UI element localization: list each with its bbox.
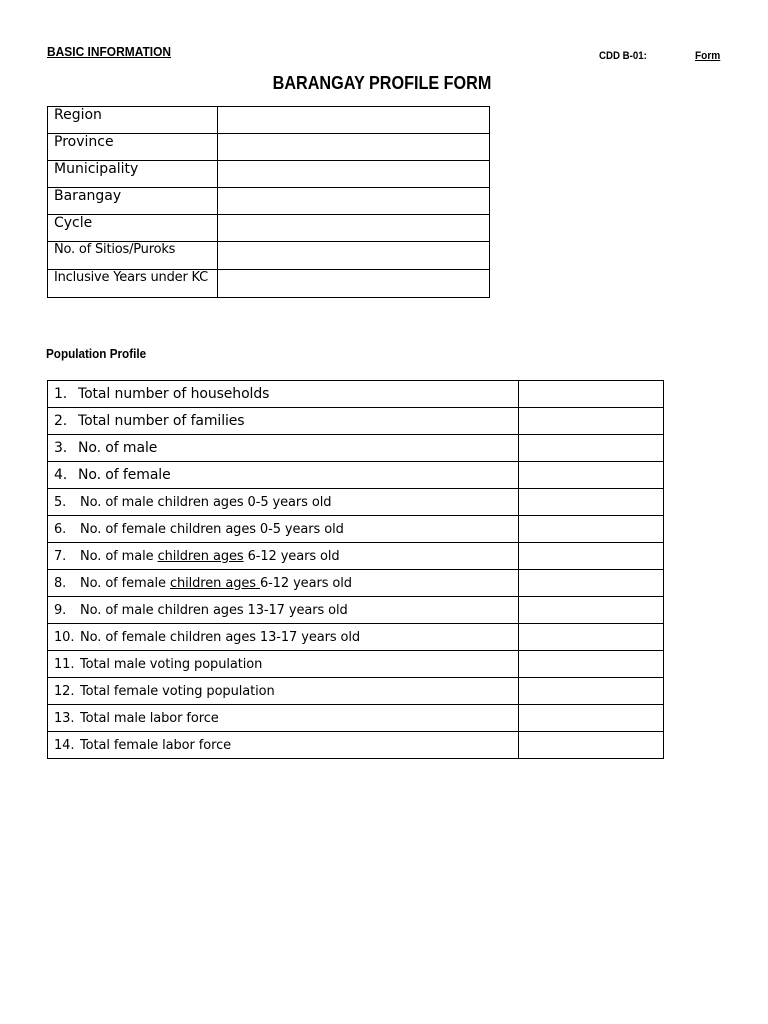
row-number: 4. <box>54 467 68 483</box>
row-text: No. of male <box>78 440 158 456</box>
table-row <box>48 516 664 543</box>
table-row <box>48 161 490 188</box>
table-row <box>48 678 664 705</box>
value-cell[interactable] <box>519 543 664 570</box>
row-number: 13. <box>54 710 75 726</box>
row-text-post: 6-12 years old <box>259 575 352 591</box>
row-label <box>48 705 519 732</box>
row-label <box>48 462 519 489</box>
row-label <box>48 543 519 570</box>
row-label-inclusive-years: Inclusive Years under KC <box>48 270 218 298</box>
table-row <box>48 408 664 435</box>
value-cell[interactable] <box>519 489 664 516</box>
row-label-region: Region <box>48 107 218 134</box>
row-number: 6. <box>54 521 67 537</box>
table-row <box>48 624 664 651</box>
section-heading-population-profile: Population Profile <box>46 346 147 361</box>
row-number: 3. <box>54 440 68 456</box>
row-text-post: 6-12 years old <box>243 548 340 564</box>
row-text-underlined: children ages <box>169 575 260 591</box>
row-number: 5. <box>54 494 67 510</box>
basic-information-table <box>47 106 490 298</box>
table-row <box>48 215 490 242</box>
row-number: 14. <box>54 737 75 753</box>
value-cell[interactable] <box>519 570 664 597</box>
row-label <box>48 516 519 543</box>
table-row <box>48 270 490 298</box>
row-text-pre: No. of female <box>80 575 170 591</box>
population-profile-table <box>47 380 664 759</box>
table-row <box>48 570 664 597</box>
row-number: 12. <box>54 683 75 699</box>
row-text: No. of female <box>78 467 171 483</box>
row-label-province: Province <box>48 134 218 161</box>
row-label <box>48 570 519 597</box>
value-cell[interactable] <box>519 651 664 678</box>
table-row <box>48 651 664 678</box>
field-municipality[interactable] <box>218 161 490 188</box>
row-label <box>48 597 519 624</box>
table-row <box>48 435 664 462</box>
field-barangay[interactable] <box>218 188 490 215</box>
field-region[interactable] <box>218 107 490 134</box>
field-sitios-puroks[interactable] <box>218 242 490 270</box>
row-label <box>48 435 519 462</box>
table-row <box>48 705 664 732</box>
table-row <box>48 107 490 134</box>
row-label <box>48 408 519 435</box>
field-province[interactable] <box>218 134 490 161</box>
row-text: No. of male children ages 0-5 years old <box>80 494 332 510</box>
table-row <box>48 381 664 408</box>
value-cell[interactable] <box>519 597 664 624</box>
row-label-cycle: Cycle <box>48 215 218 242</box>
row-text: No. of female children ages 13-17 years old <box>80 629 361 645</box>
row-label <box>48 732 519 759</box>
row-text: Total number of families <box>78 413 245 429</box>
row-label-sitios-puroks: No. of Sitios/Puroks <box>48 242 218 270</box>
row-text: Total female labor force <box>80 737 232 753</box>
value-cell[interactable] <box>519 516 664 543</box>
row-label <box>48 624 519 651</box>
value-cell[interactable] <box>519 624 664 651</box>
row-text: Total female voting population <box>80 683 275 699</box>
table-row <box>48 188 490 215</box>
row-label <box>48 678 519 705</box>
row-number: 7. <box>54 548 67 564</box>
row-text: Total number of households <box>78 386 270 402</box>
value-cell[interactable] <box>519 462 664 489</box>
table-row <box>48 732 664 759</box>
row-label-municipality: Municipality <box>48 161 218 188</box>
row-text-pre: No. of male <box>80 548 158 564</box>
field-inclusive-years[interactable] <box>218 270 490 298</box>
table-row <box>48 134 490 161</box>
form-label: Form <box>695 50 721 62</box>
table-row <box>48 489 664 516</box>
field-cycle[interactable] <box>218 215 490 242</box>
row-number: 10. <box>54 629 75 645</box>
row-text-underlined: children ages <box>157 548 244 564</box>
table-row <box>48 242 490 270</box>
row-text: No. of female children ages 0-5 years old <box>80 521 344 537</box>
row-number: 1. <box>54 386 68 402</box>
value-cell[interactable] <box>519 381 664 408</box>
page-title: BARANGAY PROFILE FORM <box>272 73 492 93</box>
row-text: Total male labor force <box>80 710 219 726</box>
value-cell[interactable] <box>519 435 664 462</box>
row-number: 8. <box>54 575 67 591</box>
row-label-barangay: Barangay <box>48 188 218 215</box>
row-number: 11. <box>54 656 75 672</box>
row-label <box>48 651 519 678</box>
section-heading-basic-information: BASIC INFORMATION <box>47 44 172 59</box>
row-number: 2. <box>54 413 68 429</box>
table-row <box>48 543 664 570</box>
value-cell[interactable] <box>519 732 664 759</box>
row-number: 9. <box>54 602 67 618</box>
row-text: Total male voting population <box>80 656 263 672</box>
value-cell[interactable] <box>519 678 664 705</box>
value-cell[interactable] <box>519 705 664 732</box>
value-cell[interactable] <box>519 408 664 435</box>
row-label <box>48 489 519 516</box>
form-code: CDD B-01: <box>599 50 647 62</box>
table-row <box>48 597 664 624</box>
row-label <box>48 381 519 408</box>
row-text: No. of male children ages 13-17 years old <box>80 602 348 618</box>
table-row <box>48 462 664 489</box>
